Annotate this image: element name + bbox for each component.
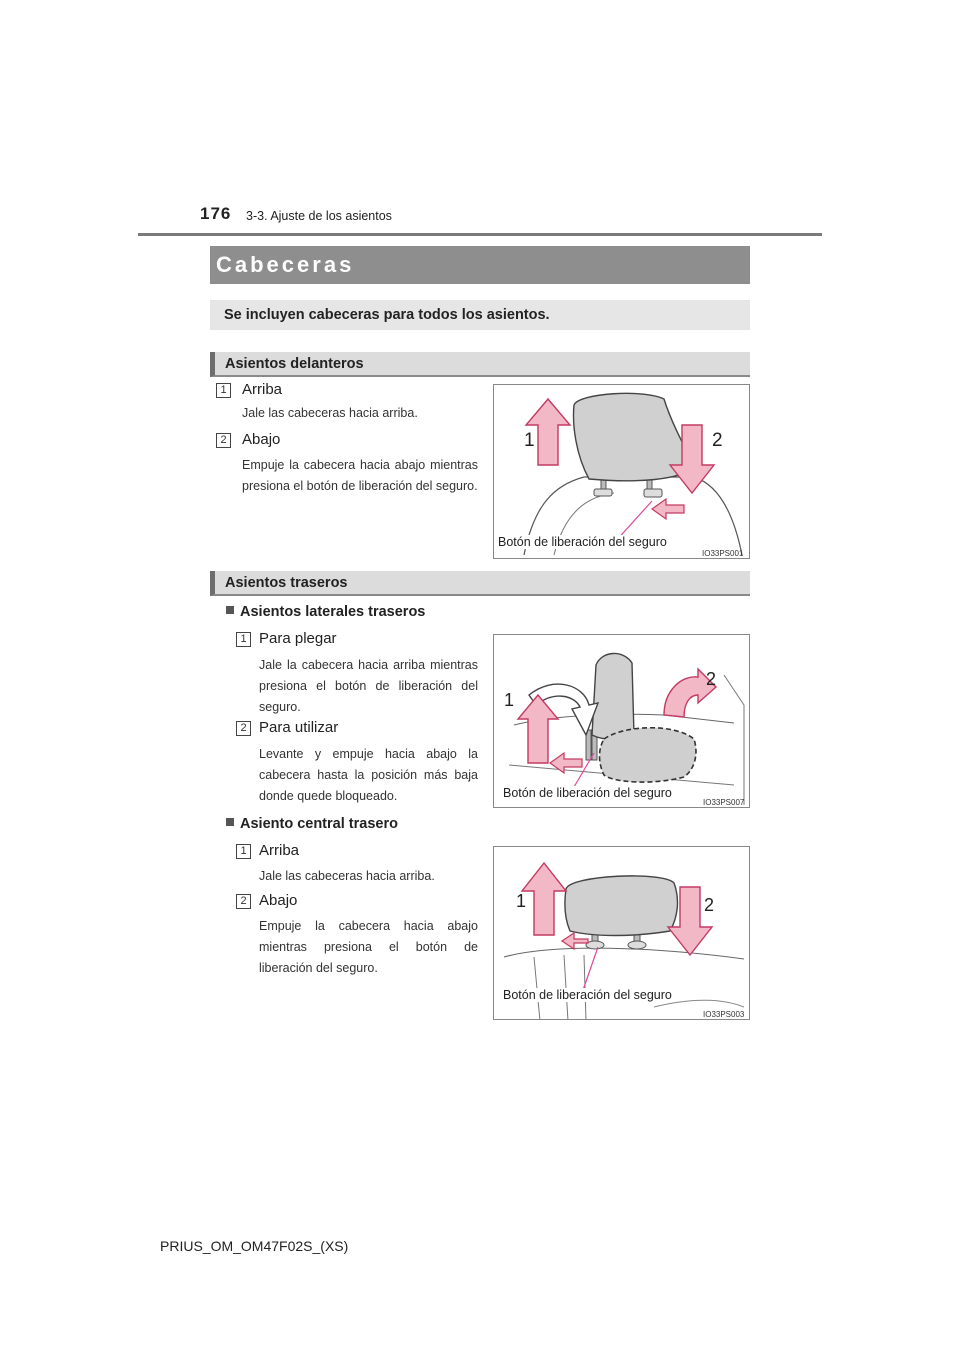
footer-doc-code: PRIUS_OM_OM47F02S_(XS) xyxy=(160,1238,349,1254)
step-number: 2 xyxy=(236,721,251,736)
callout-1: 1 xyxy=(504,690,515,710)
figure-code: IO33PS007 xyxy=(703,798,745,807)
figure-label: Botón de liberación del seguro xyxy=(498,535,667,549)
page-title: Cabeceras xyxy=(216,252,355,277)
rear-center-headrest-figure xyxy=(493,846,750,1020)
callout-2: 2 xyxy=(706,669,717,689)
header-rule xyxy=(138,233,822,236)
figure-label: Botón de liberación del seguro xyxy=(503,988,672,1002)
page-number: 176 xyxy=(200,204,232,223)
figure-code: IO33PS003 xyxy=(703,1010,745,1019)
front-seats-heading: Asientos delanteros xyxy=(225,356,364,372)
step-body: Jale las cabeceras hacia arriba. xyxy=(259,869,435,883)
front-headrest-figure xyxy=(493,384,750,559)
bullet-square-icon xyxy=(226,606,234,614)
rear-seats-header xyxy=(210,571,750,596)
callout-2: 2 xyxy=(704,895,715,915)
step-body: Empuje la cabecera hacia abajo mientras presiona el botón de liberación del seguro. xyxy=(259,919,478,975)
step-number: 2 xyxy=(236,894,251,909)
step-body: Jale las cabeceras hacia arriba. xyxy=(242,406,418,420)
callout-1: 1 xyxy=(524,430,535,451)
step-title: Abajo xyxy=(259,892,298,909)
callout-1: 1 xyxy=(516,891,527,911)
step-body: Levante y empuje hacia abajo la cabecera hasta la posición más baja donde quede bloqueado. xyxy=(259,747,478,803)
callout-2: 2 xyxy=(712,430,723,451)
step-title: Abajo xyxy=(242,431,281,448)
step-title: Arriba xyxy=(242,381,283,398)
step-number: 1 xyxy=(236,632,251,647)
rear-side-headrest-figure xyxy=(493,634,750,808)
intro-text: Se incluyen cabeceras para todos los asientos. xyxy=(224,307,550,323)
step-body: Empuje la cabecera hacia abajo mientras presiona el botón de liberación del seguro. xyxy=(242,458,478,493)
step-body: Jale la cabecera hacia arriba mientras presiona el botón de liberación del seguro. xyxy=(259,658,478,714)
front-seats-header xyxy=(210,352,750,377)
step-title: Arriba xyxy=(259,842,300,859)
step-title: Para plegar xyxy=(259,630,337,647)
rear-center-heading: Asiento central trasero xyxy=(226,816,398,832)
figure-label: Botón de liberación del seguro xyxy=(503,786,672,800)
section-title: 3-3. Ajuste de los asientos xyxy=(246,209,392,223)
rear-side-heading: Asientos laterales traseros xyxy=(226,604,425,620)
step-number: 1 xyxy=(236,844,251,859)
step-number: 1 xyxy=(216,383,231,398)
step-title: Para utilizar xyxy=(259,719,339,736)
rear-seats-heading: Asientos traseros xyxy=(225,575,348,591)
figure-code: IO33PS001 xyxy=(702,549,744,558)
intro-box xyxy=(210,300,750,330)
step-number: 2 xyxy=(216,433,231,448)
page-title-bar xyxy=(210,246,750,284)
bullet-square-icon xyxy=(226,818,234,826)
